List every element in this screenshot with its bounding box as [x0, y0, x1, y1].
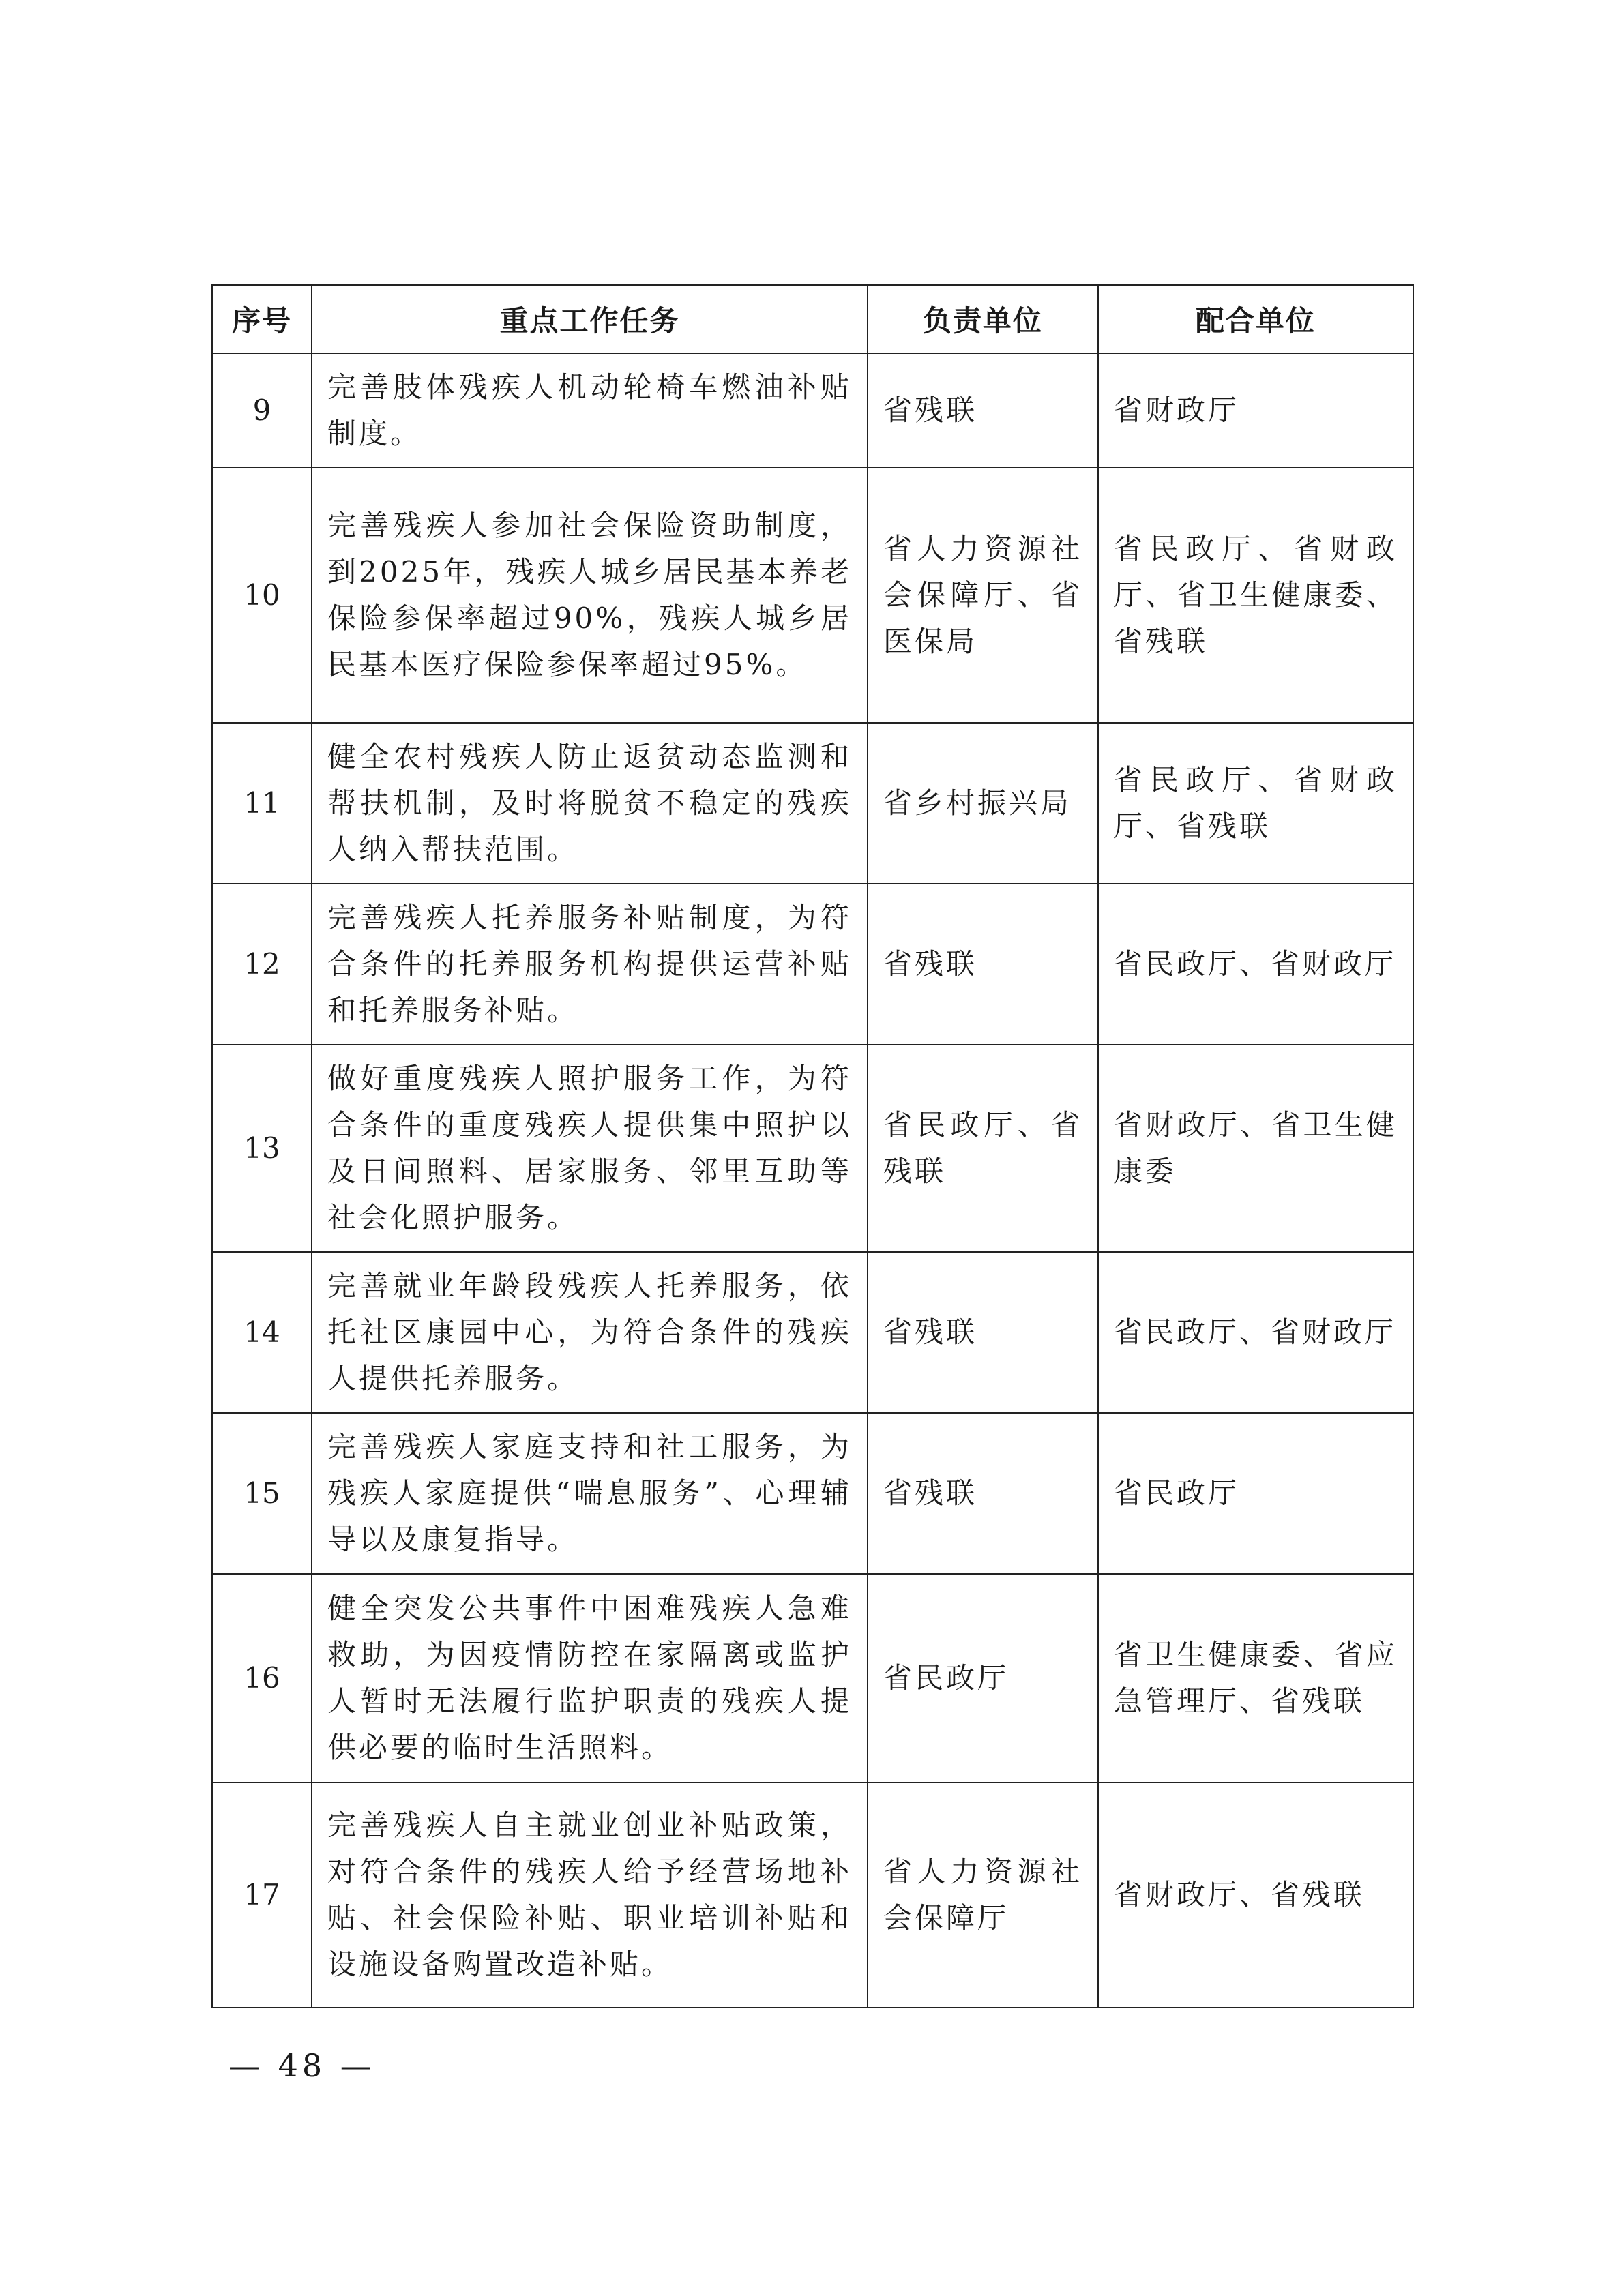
row-number: 13 — [212, 1045, 312, 1252]
row-support-unit: 省民政厅 — [1098, 1413, 1413, 1574]
row-task: 完善就业年龄段残疾人托养服务，依托社区康园中心，为符合条件的残疾人提供托养服务。 — [312, 1252, 868, 1413]
table-row — [212, 468, 1413, 723]
row-task: 完善残疾人自主就业创业补贴政策，对符合条件的残疾人给予经营场地补贴、社会保险补贴、职业培训补贴和设施设备购置改造补贴。 — [312, 1783, 868, 2008]
row-lead-unit: 省残联 — [868, 884, 1098, 1045]
row-number: 15 — [212, 1413, 312, 1574]
row-support-unit: 省财政厅、省卫生健康委 — [1098, 1045, 1413, 1252]
row-task: 健全突发公共事件中困难残疾人急难救助，为因疫情防控在家隔离或监护人暂时无法履行监护职责的残疾人提供必要的临时生活照料。 — [312, 1574, 868, 1783]
page-number: — 48 — — [228, 2047, 376, 2084]
row-number: 12 — [212, 884, 312, 1045]
row-support-unit: 省财政厅、省残联 — [1098, 1783, 1413, 2008]
row-number: 14 — [212, 1252, 312, 1413]
row-task: 完善肢体残疾人机动轮椅车燃油补贴制度。 — [312, 353, 868, 468]
row-task: 健全农村残疾人防止返贫动态监测和帮扶机制，及时将脱贫不稳定的残疾人纳入帮扶范围。 — [312, 723, 868, 884]
table-row — [212, 353, 1413, 468]
row-number: 11 — [212, 723, 312, 884]
task-table — [211, 284, 1414, 2008]
table-row — [212, 1783, 1413, 2008]
row-lead-unit: 省残联 — [868, 1252, 1098, 1413]
row-number: 16 — [212, 1574, 312, 1783]
header-lead-unit: 负责单位 — [868, 285, 1098, 353]
row-lead-unit: 省人力资源社会保障厅 — [868, 1783, 1098, 2008]
row-task: 完善残疾人托养服务补贴制度，为符合条件的托养服务机构提供运营补贴和托养服务补贴。 — [312, 884, 868, 1045]
table-row — [212, 1045, 1413, 1252]
table-row — [212, 1574, 1413, 1783]
row-support-unit: 省民政厅、省财政厅 — [1098, 1252, 1413, 1413]
row-lead-unit: 省残联 — [868, 353, 1098, 468]
row-task: 做好重度残疾人照护服务工作，为符合条件的重度残疾人提供集中照护以及日间照料、居家服务、邻里互助等社会化照护服务。 — [312, 1045, 868, 1252]
row-support-unit: 省民政厅、省财政厅 — [1098, 884, 1413, 1045]
row-support-unit: 省民政厅、省财政厅、省残联 — [1098, 723, 1413, 884]
row-lead-unit: 省残联 — [868, 1413, 1098, 1574]
header-seq: 序号 — [212, 285, 312, 353]
table-row — [212, 723, 1413, 884]
row-task: 完善残疾人家庭支持和社工服务，为残疾人家庭提供“喘息服务”、心理辅导以及康复指导。 — [312, 1413, 868, 1574]
row-task: 完善残疾人参加社会保险资助制度，到2025年，残疾人城乡居民基本养老保险参保率超过90%，残疾人城乡居民基本医疗保险参保率超过95%。 — [312, 468, 868, 723]
row-number: 17 — [212, 1783, 312, 2008]
row-lead-unit: 省民政厅 — [868, 1574, 1098, 1783]
table-row — [212, 1413, 1413, 1574]
row-number: 9 — [212, 353, 312, 468]
header-task: 重点工作任务 — [312, 285, 868, 353]
table-header-row — [212, 285, 1413, 353]
table-row — [212, 884, 1413, 1045]
row-lead-unit: 省民政厅、省残联 — [868, 1045, 1098, 1252]
row-support-unit: 省民政厅、省财政厅、省卫生健康委、省残联 — [1098, 468, 1413, 723]
row-support-unit: 省卫生健康委、省应急管理厅、省残联 — [1098, 1574, 1413, 1783]
header-support-unit: 配合单位 — [1098, 285, 1413, 353]
row-support-unit: 省财政厅 — [1098, 353, 1413, 468]
row-number: 10 — [212, 468, 312, 723]
row-lead-unit: 省乡村振兴局 — [868, 723, 1098, 884]
table-row — [212, 1252, 1413, 1413]
row-lead-unit: 省人力资源社会保障厅、省医保局 — [868, 468, 1098, 723]
